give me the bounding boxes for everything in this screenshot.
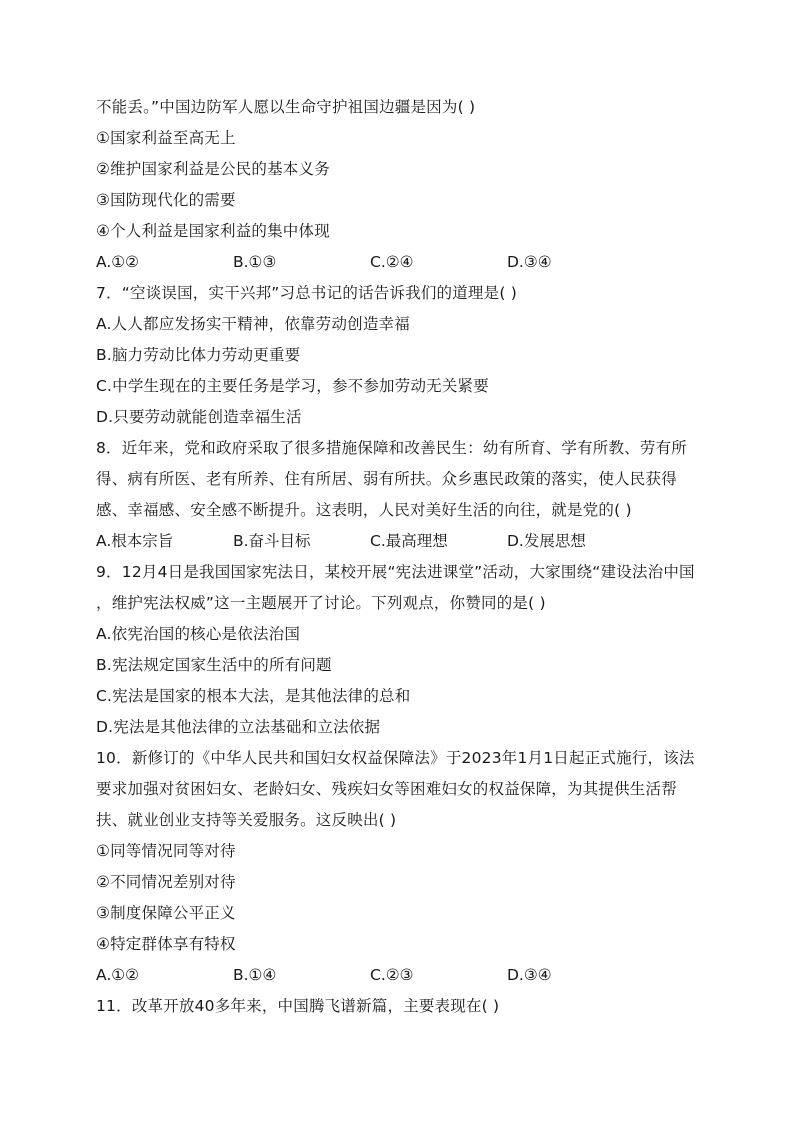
q6-item-3: ③国防现代化的需要: [96, 191, 236, 209]
q8-option-a: A.根本宗旨: [96, 532, 174, 550]
q6-item-1: ①国家利益至高无上: [96, 129, 236, 147]
q9-option-b: B.宪法规定国家生活中的所有问题: [96, 656, 332, 674]
q6-stem: 不能丢。”中国边防军人愿以生命守护祖国边疆是因为( ): [96, 98, 476, 116]
q10-option-c: C.②③: [370, 966, 414, 984]
q6-item-4: ④个人利益是国家利益的集中体现: [96, 222, 330, 240]
q11-stem: 11．改革开放40多年来，中国腾飞谱新篇，主要表现在( ): [96, 997, 500, 1015]
q8-option-d: D.发展思想: [507, 532, 586, 550]
q10-options: [96, 960, 706, 991]
q9-stem-line-1: 9．12月4日是我国国家宪法日，某校开展“宪法进课堂”活动，大家围绕“建设法治中国: [96, 563, 695, 581]
q7-stem: 7．“空谈误国，实干兴邦”习总书记的话告诉我们的道理是( ): [96, 284, 517, 302]
q8-stem-line-3: 感、幸福感、安全感不断提升。这表明，人民对美好生活的向往，就是党的( ): [96, 501, 632, 519]
q10-stem-line-1: 10．新修订的《中华人民共和国妇女权益保障法》于2023年1月1日起正式施行，该法: [96, 749, 695, 767]
q7-option-d: D.只要劳动就能创造幸福生活: [96, 408, 302, 426]
q9-option-a: A.依宪治国的核心是依法治国: [96, 625, 301, 643]
q10-item-2: ②不同情况差别对待: [96, 873, 236, 891]
q10-option-d: D.③④: [507, 966, 552, 984]
q10-item-4: ④特定群体享有特权: [96, 935, 236, 953]
q6-option-a: A.①②: [96, 253, 140, 271]
q8-stem-line-2: 得、病有所医、老有所养、住有所居、弱有所扶。众乡惠民政策的落实，使人民获得: [96, 470, 677, 488]
question-content: [96, 92, 706, 1022]
q6-option-b: B.①③: [233, 253, 277, 271]
q6-options: [96, 247, 706, 278]
q10-item-3: ③制度保障公平正义: [96, 904, 236, 922]
q10-item-1: ①同等情况同等对待: [96, 842, 236, 860]
q7-option-b: B.脑力劳动比体力劳动更重要: [96, 346, 301, 364]
q6-item-2: ②维护国家利益是公民的基本义务: [96, 160, 330, 178]
q10-stem-line-2: 要求加强对贫困妇女、老龄妇女、残疾妇女等困难妇女的权益保障，为其提供生活帮: [96, 780, 677, 798]
q10-option-a: A.①②: [96, 966, 140, 984]
q7-option-c: C.中学生现在的主要任务是学习，参不参加劳动无关紧要: [96, 377, 489, 395]
q8-options: [96, 526, 706, 557]
q8-stem-line-1: 8．近年来，党和政府采取了很多措施保障和改善民生：幼有所育、学有所教、劳有所: [96, 439, 687, 457]
q7-option-a: A.人人都应发扬实干精神，依靠劳动创造幸福: [96, 315, 410, 333]
q10-option-b: B.①④: [233, 966, 277, 984]
q6-option-d: D.③④: [507, 253, 552, 271]
q8-option-b: B.奋斗目标: [233, 532, 311, 550]
q9-option-d: D.宪法是其他法律的立法基础和立法依据: [96, 718, 381, 736]
q6-option-c: C.②④: [370, 253, 414, 271]
q8-option-c: C.最高理想: [370, 532, 448, 550]
q9-option-c: C.宪法是国家的根本大法，是其他法律的总和: [96, 687, 411, 705]
q9-stem-line-2: ，维护宪法权威”这一主题展开了讨论。下列观点，你赞同的是( ): [96, 594, 546, 612]
q10-stem-line-3: 扶、就业创业支持等关爱服务。这反映出( ): [96, 811, 397, 829]
